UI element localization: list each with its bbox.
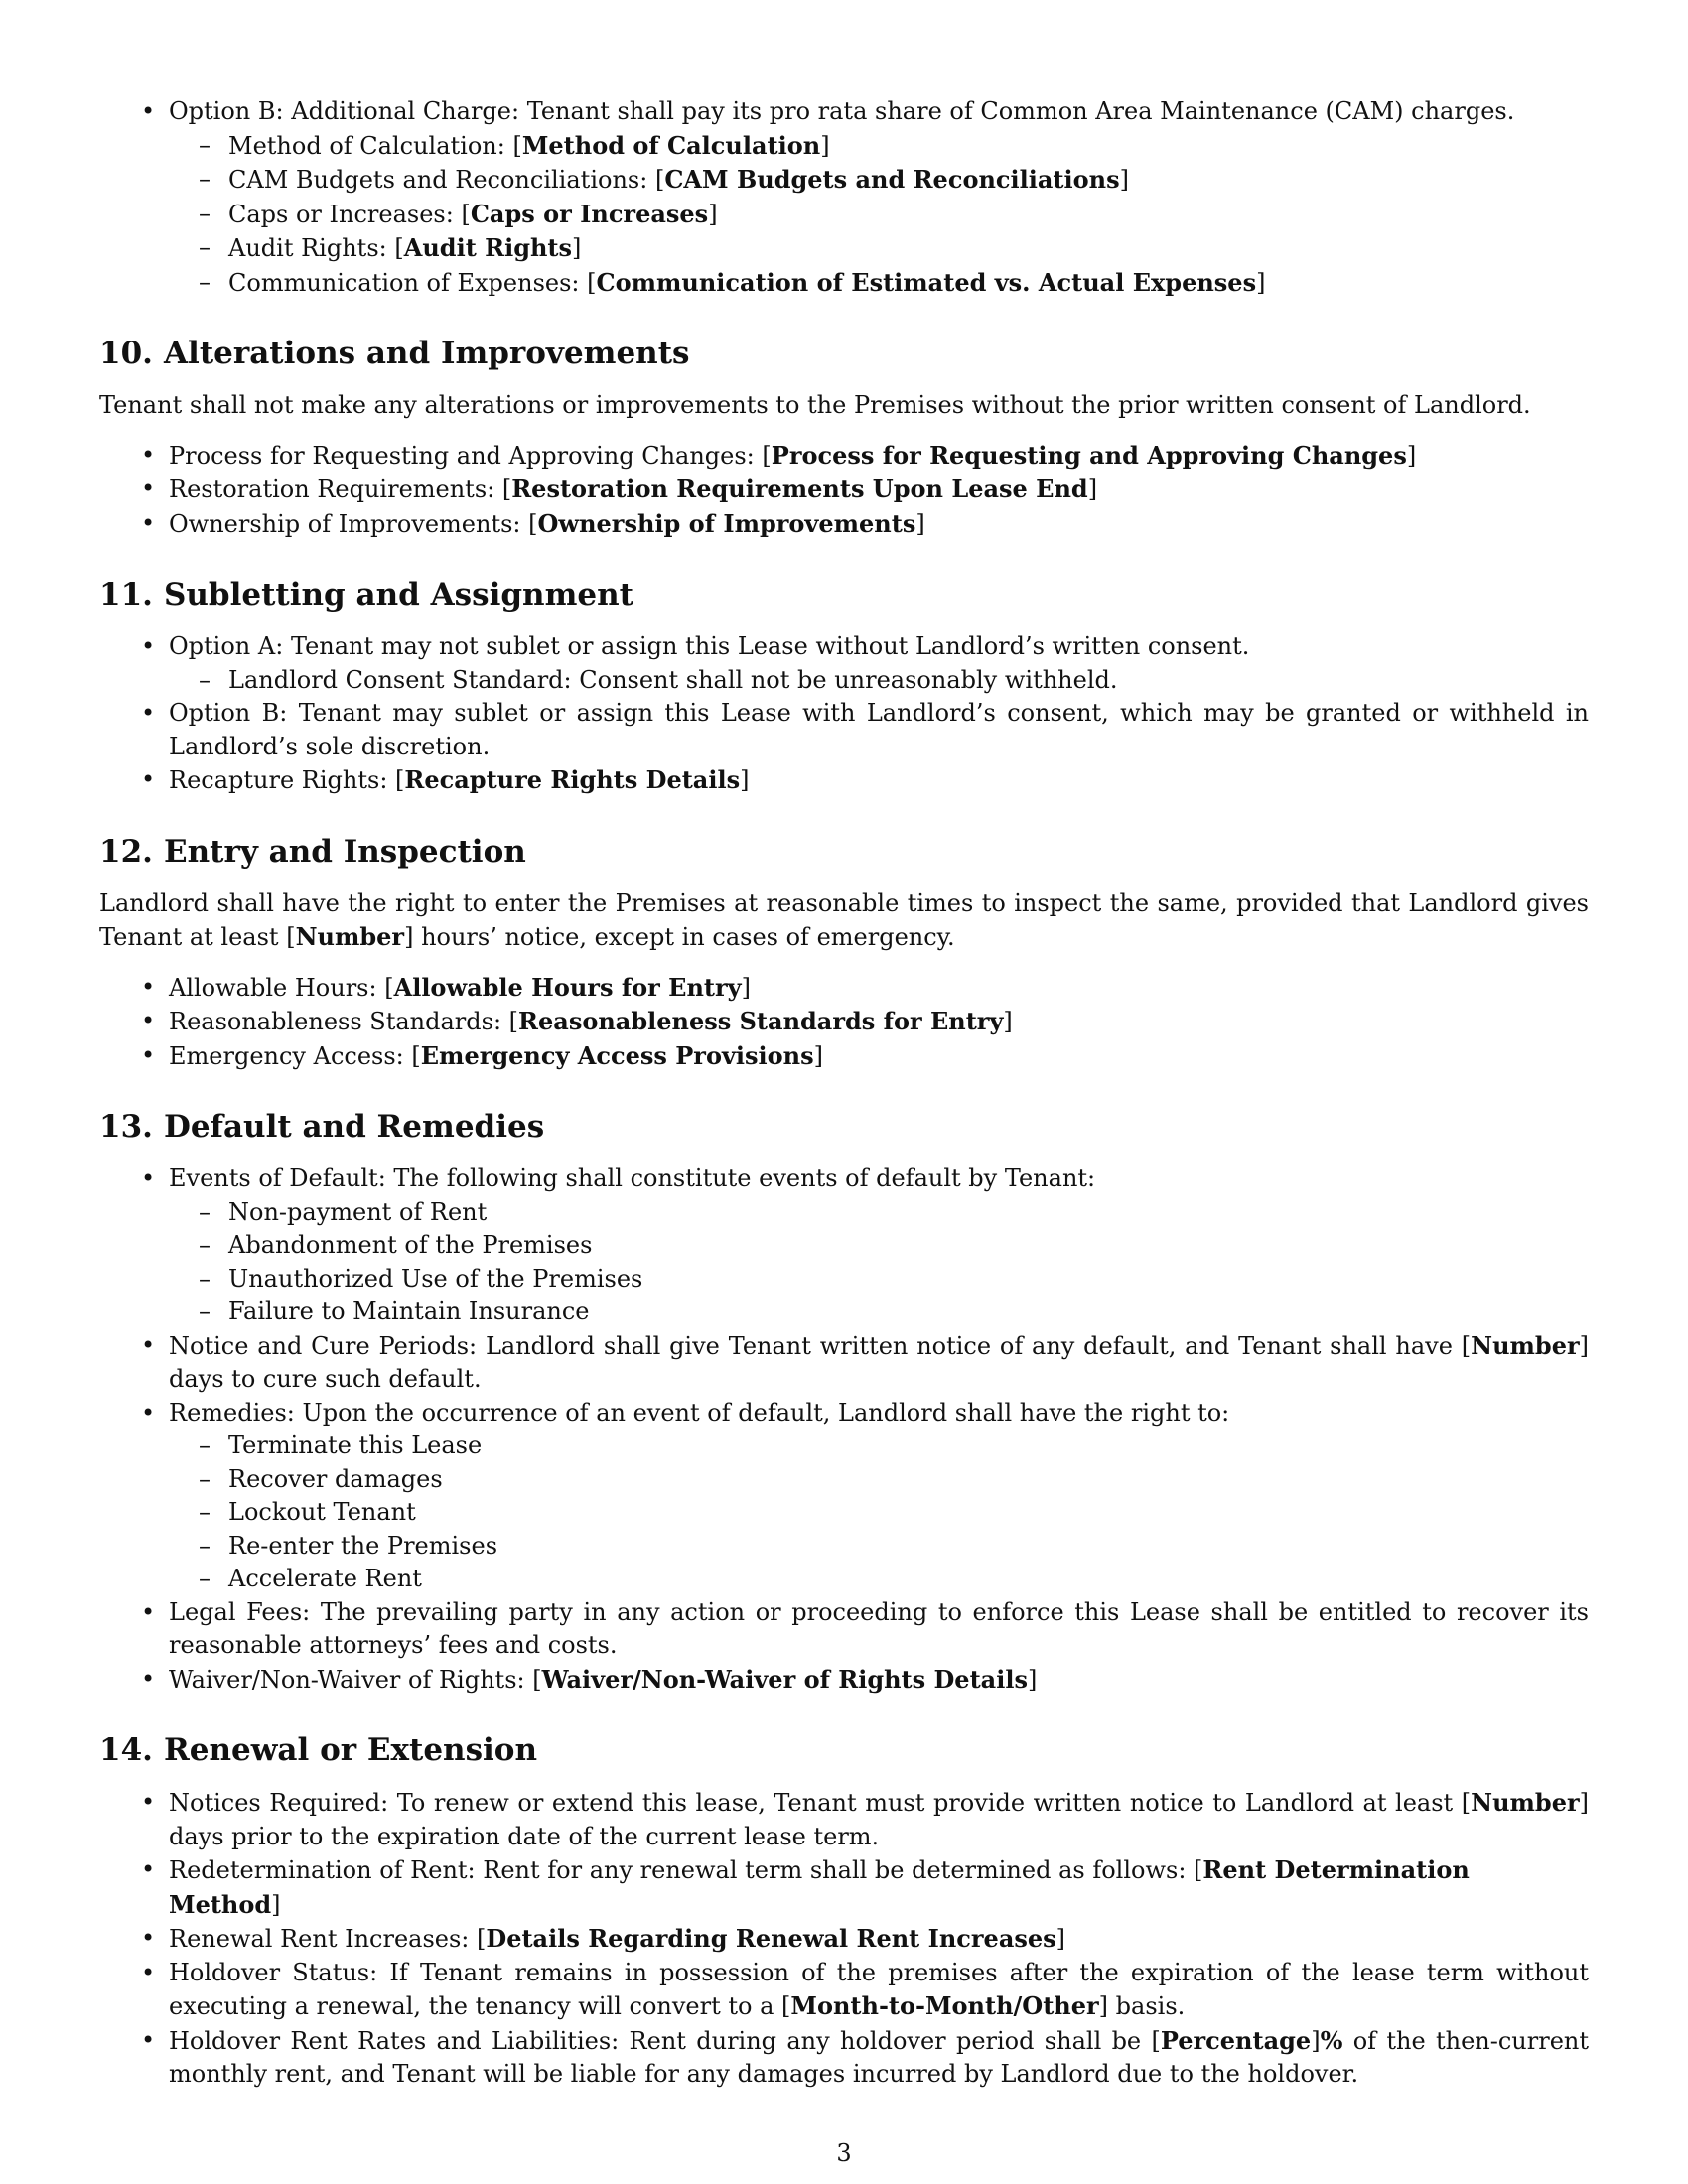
- bullet-icon: •: [141, 632, 156, 660]
- section-13-list: [99, 1162, 1589, 1697]
- bullet-icon: •: [141, 1330, 156, 1359]
- list-item: • Holdover Rent Rates and Liabilities: Rent during any holdover period shall be [Percentage]% of the then-current monthly rent, and Tenant will be liable for any damages incurred by Landlord due to the holdover.: [141, 2025, 1589, 2088]
- list-item: • Restoration Requirements: [Restoration Requirements Upon Lease End]: [99, 473, 1589, 507]
- dash-icon: –: [199, 665, 211, 694]
- list-item: • Remedies: Upon the occurrence of an event of default, Landlord shall have the right to: – Terminate this Lease – Recover damages – Lockout Tenant – Re-enter the Premises – Accelerate Rent: [99, 1397, 1589, 1596]
- dash-icon: –: [199, 130, 211, 159]
- bullet-icon: •: [141, 2025, 156, 2054]
- placeholder: Emergency Access Provisions: [420, 1040, 814, 1070]
- section-14-list: [99, 1786, 1589, 2092]
- placeholder: Allowable Hours for Entry: [393, 972, 742, 1002]
- list-item: • Events of Default: The following shall constitute events of default by Tenant: – Non-payment of Rent – Abandonment of the Premises – Unauthorized Use of the Premises – Failure to Maintain Insurance: [99, 1162, 1589, 1329]
- dash-icon: –: [199, 1498, 211, 1526]
- list-item: – CAM Budgets and Reconciliations: [CAM Budgets and Reconciliations]: [99, 163, 1589, 198]
- bullet-icon: •: [141, 440, 156, 469]
- bullet-icon: •: [141, 97, 156, 125]
- placeholder: Number: [295, 922, 405, 951]
- placeholder: Recapture Rights Details: [404, 765, 741, 794]
- list-item: • Notice and Cure Periods: Landlord shall give Tenant written notice of any default, and Tenant shall have [Number] days to cure such default.: [141, 1330, 1589, 1393]
- bullet-icon: •: [141, 1597, 156, 1626]
- placeholder: CAM Budgets and Reconciliations: [664, 165, 1120, 194]
- bullet-icon: •: [141, 972, 156, 1001]
- list-item: • Allowable Hours: [Allowable Hours for Entry]: [99, 971, 1589, 1006]
- list-item: – Terminate this Lease: [99, 1430, 1589, 1463]
- document-page: [99, 95, 1589, 2092]
- list-item: – Method of Calculation: [Method of Calculation]: [99, 129, 1589, 164]
- list-item: – Lockout Tenant: [99, 1496, 1589, 1530]
- placeholder: Ownership of Improvements: [537, 508, 916, 538]
- placeholder: Process for Requesting and Approving Changes: [771, 440, 1407, 470]
- list-item: • Redetermination of Rent: Rent for any renewal term shall be determined as follows: [Rent Determination Method]: [141, 1855, 1470, 1919]
- section-heading-12: 12. Entry and Inspection: [99, 833, 526, 870]
- bullet-icon: •: [141, 508, 156, 537]
- list-item: – Landlord Consent Standard: Consent shall not be unreasonably withheld.: [99, 664, 1589, 698]
- section-10-paragraph: Tenant shall not make any alterations or improvements to the Premises without the prior written consent of Landlord.: [99, 391, 1531, 419]
- list-item: – Audit Rights: [Audit Rights]: [99, 231, 1589, 266]
- dash-icon: –: [199, 1297, 211, 1325]
- events-sublist: [169, 1196, 1589, 1329]
- placeholder: Reasonableness Standards for Entry: [518, 1007, 1004, 1035]
- bullet-icon: •: [141, 1007, 156, 1034]
- dash-icon: –: [199, 1264, 211, 1293]
- placeholder: Rent Determination Method: [169, 1855, 1470, 1919]
- placeholder: Restoration Requirements Upon Lease End: [511, 475, 1088, 503]
- cam-sublist: [169, 129, 1589, 301]
- placeholder: Percentage: [1160, 2025, 1312, 2055]
- dash-icon: –: [199, 1197, 211, 1226]
- list-item: • Ownership of Improvements: [Ownership of Improvements]: [99, 507, 1589, 542]
- section-12-paragraph: Landlord shall have the right to enter the Premises at reasonable times to inspect the same, provided that Landlord gives Tenant at least [Number] hours’ notice, except in cases of emergency.: [99, 888, 1589, 951]
- bullet-icon: •: [141, 1164, 156, 1192]
- section-heading-13: 13. Default and Remedies: [99, 1109, 545, 1145]
- placeholder: Method of Calculation: [521, 130, 821, 160]
- placeholder: Audit Rights: [403, 233, 573, 262]
- section-heading-10: 10. Alterations and Improvements: [99, 336, 690, 371]
- list-item: • Notices Required: To renew or extend this lease, Tenant must provide written notice to Landlord at least [Number] days prior to the expiration date of the current lease term.: [141, 1788, 1589, 1850]
- dash-icon: –: [199, 267, 211, 296]
- section-heading-11: 11. Subletting and Assignment: [99, 577, 633, 613]
- dash-icon: –: [199, 165, 211, 193]
- list-item: – Failure to Maintain Insurance: [99, 1296, 1589, 1329]
- bullet-icon: •: [141, 475, 156, 502]
- list-item: • Recapture Rights: [Recapture Rights Details]: [99, 763, 1589, 798]
- dash-icon: –: [199, 233, 211, 261]
- placeholder: Month-to-Month/Other: [790, 1991, 1099, 2020]
- dash-icon: –: [199, 1531, 211, 1560]
- bullet-icon: •: [141, 1664, 156, 1693]
- list-item: • Option A: Tenant may not sublet or assign this Lease without Landlord’s written consent. – Landlord Consent Standard: Consent shall not be unreasonably withheld.: [99, 630, 1589, 697]
- dash-icon: –: [199, 1231, 211, 1259]
- section-11-sublist: [169, 664, 1589, 698]
- bullet-icon: •: [141, 1855, 156, 1883]
- list-item: • Reasonableness Standards: [Reasonableness Standards for Entry]: [99, 1005, 1589, 1039]
- dash-icon: –: [199, 1464, 211, 1493]
- bullet-icon: •: [141, 1788, 156, 1816]
- section-12-list: [99, 971, 1589, 1074]
- bullet-icon: •: [141, 1924, 156, 1952]
- list-item: • Holdover Status: If Tenant remains in possession of the premises after the expiration of the lease term without executing a renewal, the tenancy will convert to a [Month-to-Month/Other] basis.: [141, 1958, 1589, 2020]
- section-10-list: [99, 439, 1589, 542]
- dash-icon: –: [199, 199, 211, 227]
- list-item: • Process for Requesting and Approving Changes: [Process for Requesting and Approving Changes]: [99, 439, 1589, 474]
- dash-icon: –: [199, 1432, 211, 1459]
- bullet-icon: •: [141, 1398, 156, 1427]
- list-item: – Communication of Expenses: [Communication of Estimated vs. Actual Expenses]: [99, 266, 1589, 301]
- list-item: – Accelerate Rent: [99, 1563, 1589, 1596]
- placeholder: Communication of Estimated vs. Actual Expenses: [596, 267, 1257, 297]
- cam-list: [99, 95, 1589, 300]
- bullet-icon: •: [141, 1958, 156, 1986]
- page-number: 3: [836, 2139, 852, 2167]
- list-item: – Recover damages: [99, 1463, 1589, 1497]
- placeholder: Number: [1471, 1330, 1580, 1360]
- list-item: – Unauthorized Use of the Premises: [99, 1263, 1589, 1297]
- placeholder: Details Regarding Renewal Rent Increases: [486, 1924, 1056, 1953]
- dash-icon: –: [199, 1565, 211, 1592]
- list-item: – Abandonment of the Premises: [99, 1229, 1589, 1263]
- bullet-icon: •: [141, 765, 156, 793]
- placeholder: Caps or Increases: [470, 199, 709, 228]
- list-item: • Waiver/Non-Waiver of Rights: [Waiver/Non-Waiver of Rights Details]: [99, 1663, 1589, 1698]
- list-item: – Caps or Increases: [Caps or Increases]: [99, 198, 1589, 232]
- list-item: • Option B: Additional Charge: Tenant shall pay its pro rata share of Common Area Maintenance (CAM) charges. – Method of Calculation: [Method of Calculation] – CAM Budgets and Reconciliations: [CAM Budgets and Reconciliations] – Caps or Increases: [Caps or Increases] – Audit Rights: [Audit Rights] – Communication of Expenses: [Communication of Estimated vs. Actual Expenses]: [99, 95, 1589, 300]
- list-item: – Non-payment of Rent: [99, 1196, 1589, 1230]
- list-item: – Re-enter the Premises: [99, 1530, 1589, 1564]
- bullet-icon: •: [141, 699, 156, 727]
- section-heading-14: 14. Renewal or Extension: [99, 1732, 538, 1768]
- list-item: • Legal Fees: The prevailing party in any action or proceeding to enforce this Lease shall be entitled to recover its reasonable attorneys’ fees and costs.: [141, 1597, 1589, 1659]
- list-item: • Renewal Rent Increases: [Details Regarding Renewal Rent Increases]: [99, 1922, 1589, 1957]
- placeholder: Number: [1471, 1788, 1580, 1817]
- placeholder: Waiver/Non-Waiver of Rights Details: [541, 1664, 1028, 1694]
- remedies-sublist: [169, 1430, 1589, 1596]
- list-item: • Option B: Tenant may sublet or assign this Lease with Landlord’s consent, which may be granted or withheld in Landlord’s sole discretion.: [141, 699, 1589, 760]
- bullet-icon: •: [141, 1040, 156, 1069]
- list-item: • Emergency Access: [Emergency Access Provisions]: [99, 1039, 1589, 1074]
- section-11-list: [99, 630, 1589, 798]
